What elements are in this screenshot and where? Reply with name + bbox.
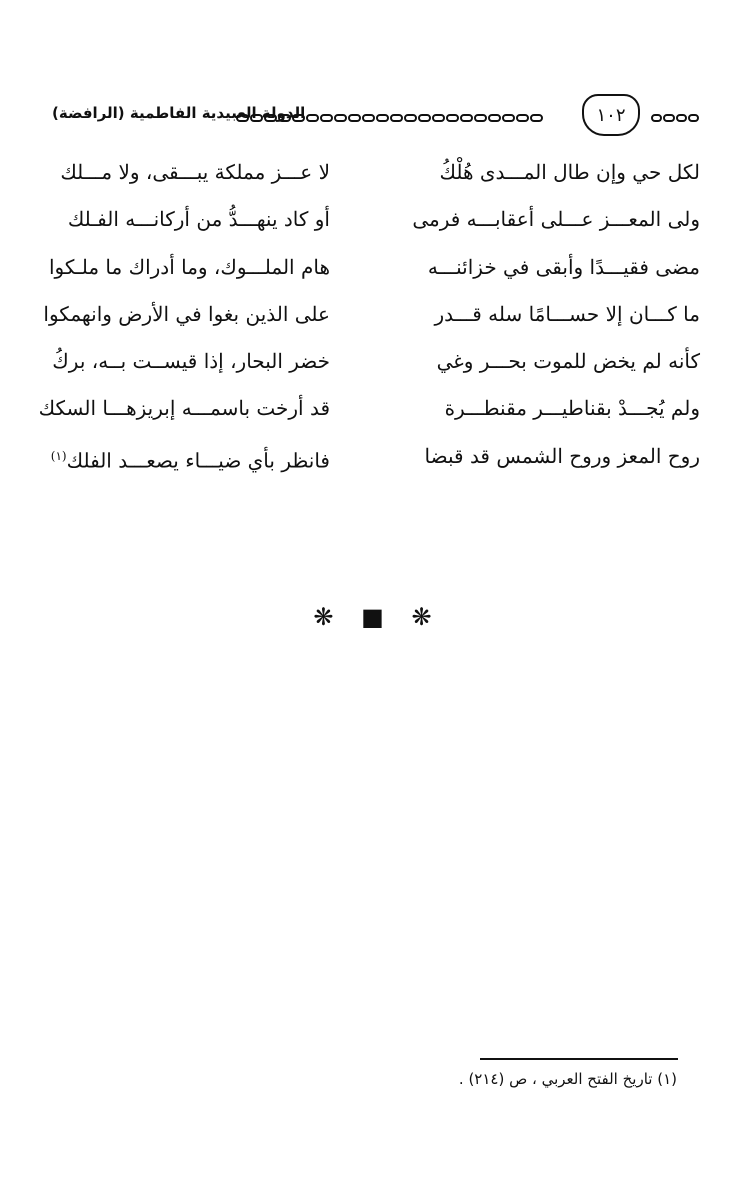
second-hemistich — [40, 436, 330, 481]
second-hemistich: هام الملـــوك، وما أدراك ما ملـكوا — [48, 254, 330, 279]
first-hemistich: كأنه لم يخض للموت بحـــر وغي — [436, 349, 700, 374]
footnote-reference[interactable]: (١) — [50, 448, 67, 463]
footnote-divider — [480, 1058, 678, 1060]
first-hemistich: ما كـــان إلا حســـامًا سله قـــدر — [434, 301, 700, 326]
first-hemistich: مضى فقيـــدًا وأبقى في خزائنـــه — [427, 254, 700, 279]
first-hemistich: لكل حي وإن طال المـــدى هُلْكُ — [439, 160, 700, 184]
verse-line — [40, 294, 700, 341]
second-hemistich: خضر البحار، إذا قيســت بــه، بركُ — [52, 349, 330, 374]
second-hemistich: أو كاد ينهـــدُّ من أركانـــه الفـلك — [67, 207, 330, 232]
first-hemistich: روح المعز وروح الشمس قد قبضا — [424, 443, 700, 468]
first-hemistich: ولى المعـــز عـــلى أعقابـــه فرمى — [412, 207, 700, 232]
running-title: الدولة العبيدية الفاطمية (الرافضة) — [52, 104, 306, 122]
chain-ornament-right — [651, 114, 699, 124]
hemistich-text: فانظر بأي ضيـــاء يصعـــد الفلك — [66, 448, 330, 473]
section-separator: ❋ ■ ❋ — [313, 603, 442, 631]
second-hemistich: قد أرخت باسمـــه إبريزهـــا السكك — [38, 396, 330, 421]
second-hemistich: على الذين بغوا في الأرض وانهمكوا — [43, 301, 330, 326]
verse-line — [40, 341, 700, 388]
verse-line — [40, 152, 700, 199]
page-header — [40, 88, 715, 144]
verse-line — [40, 247, 700, 294]
verse-line — [40, 199, 700, 246]
verse-line — [40, 388, 700, 435]
first-hemistich: ولم يُجـــدْ بقناطيـــر مقنطـــرة — [444, 396, 700, 421]
page-number: ١٠٢ — [582, 94, 640, 136]
second-hemistich: لا عـــز مملكة يبـــقى، ولا مـــلك — [60, 160, 330, 184]
footnote: (١) تاريخ الفتح العربي ، ص (٢١٤) . — [458, 1070, 677, 1088]
chain-ornament-left — [236, 114, 552, 124]
poem — [40, 152, 700, 483]
verse-line — [40, 436, 700, 483]
